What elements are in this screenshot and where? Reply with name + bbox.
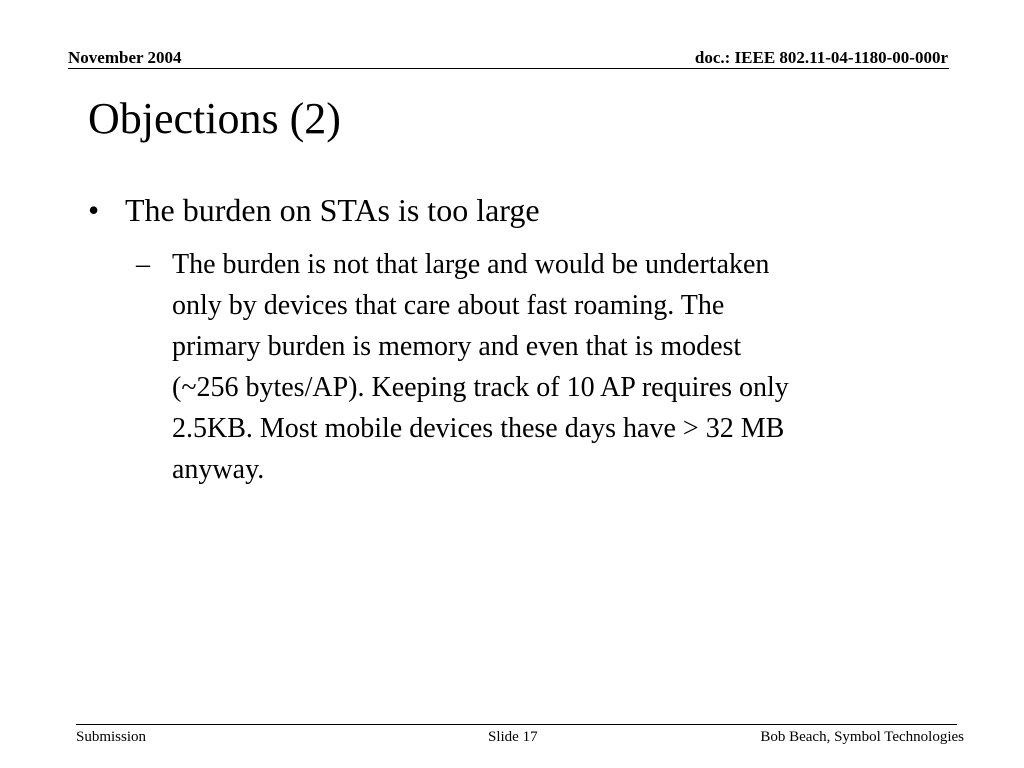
text-line: only by devices that care about fast roaming. The xyxy=(172,290,725,321)
text-line: anyway. xyxy=(172,454,265,485)
bullet-item xyxy=(88,189,540,231)
header-doc-id: doc.: IEEE 802.11-04-1180-00-000r xyxy=(694,48,948,67)
text-line: The burden is not that large and would be undertaken xyxy=(172,249,770,280)
header-divider xyxy=(68,68,949,69)
bullet-text: The burden on STAs is too large xyxy=(125,192,540,228)
dash-marker: – xyxy=(136,249,150,280)
header-date: November 2004 xyxy=(68,48,182,67)
text-line: primary burden is memory and even that is modest xyxy=(172,331,742,362)
footer-slide-number: Slide 17 xyxy=(488,729,538,745)
sub-bullet-text xyxy=(172,244,936,490)
footer-submission: Submission xyxy=(76,729,147,745)
footer-divider xyxy=(76,724,957,725)
text-line: 2.5KB. Most mobile devices these days have > 32 MB xyxy=(172,413,785,444)
footer-author: Bob Beach, Symbol Technologies xyxy=(760,729,964,745)
slide-title: Objections (2) xyxy=(88,94,341,143)
text-line: (~256 bytes/AP). Keeping track of 10 AP requires only xyxy=(172,372,789,403)
bullet-marker: • xyxy=(88,192,100,228)
